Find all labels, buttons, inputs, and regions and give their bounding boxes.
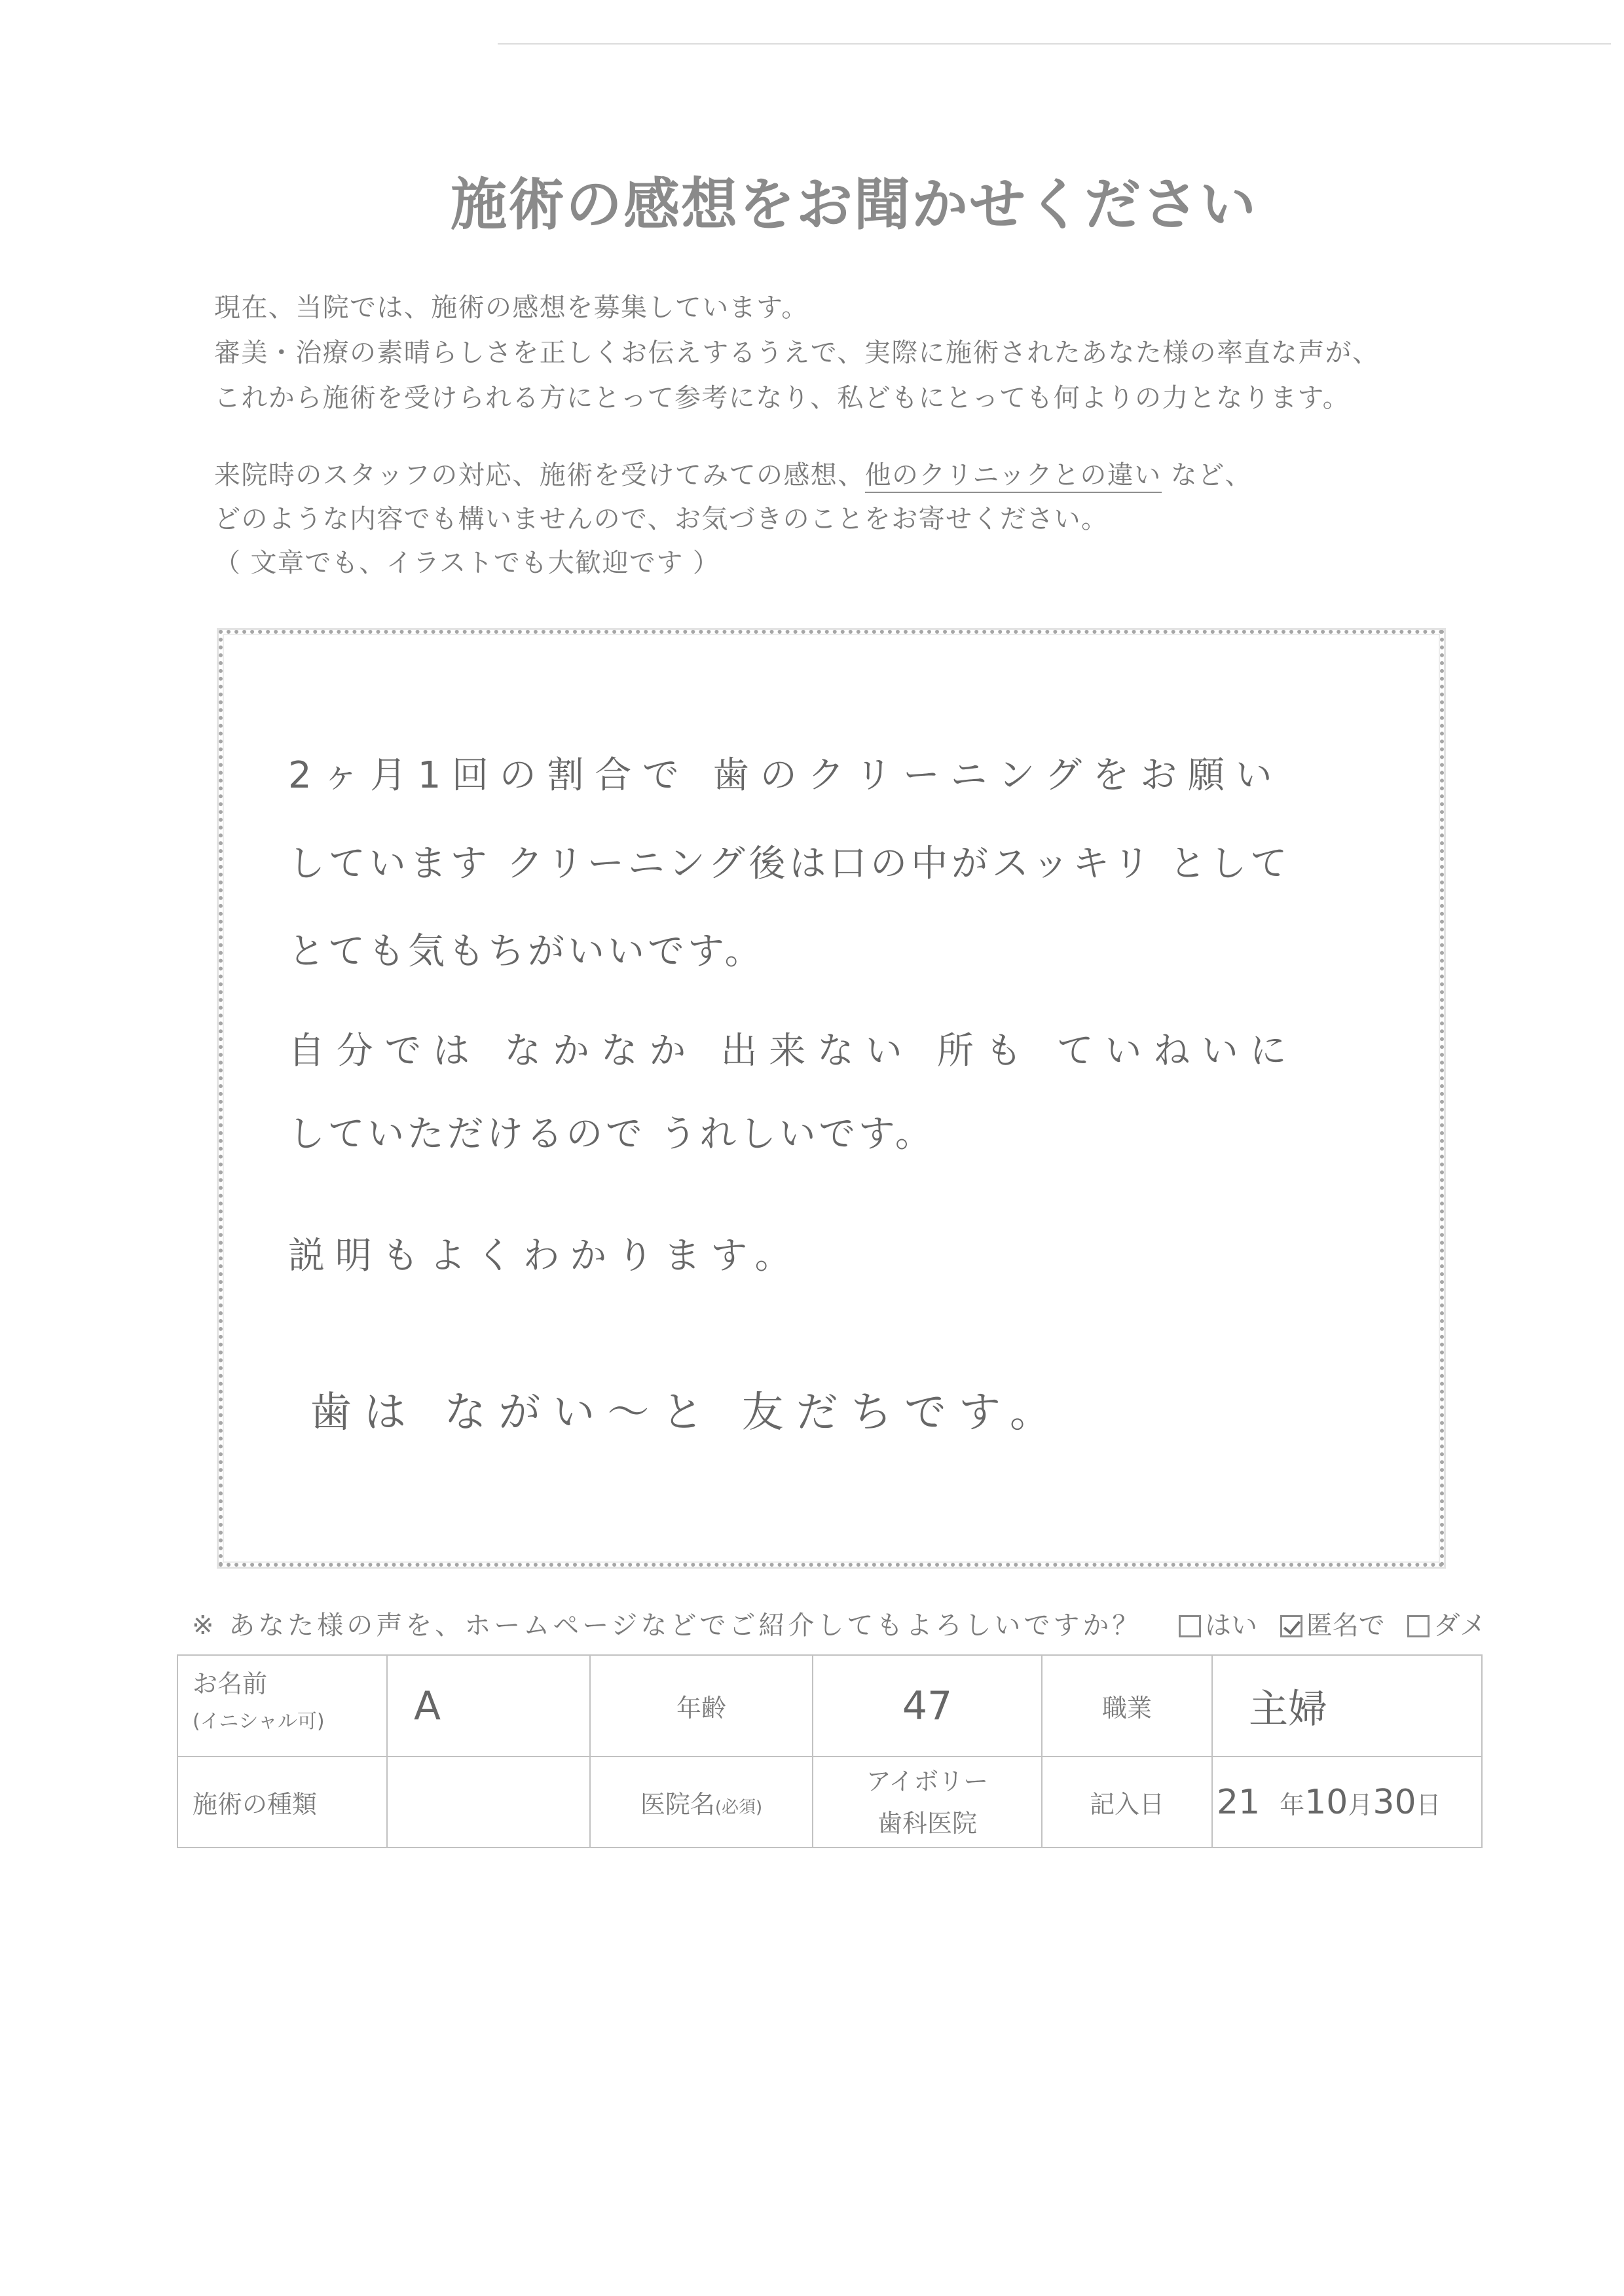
intro-line: 審美・治療の素晴らしさを正しくお伝えするうえで、実際に施術されたあなた様の率直な声が、 xyxy=(214,338,1380,368)
clinic-value-cell xyxy=(813,1757,1042,1848)
table-row xyxy=(177,1757,1482,1848)
handwritten-comment-line: しています クリーニング後は口の中がスッキリ として xyxy=(288,843,1291,885)
table-row xyxy=(177,1655,1482,1757)
occupation-label: 職業 xyxy=(1042,1655,1212,1757)
scan-edge-line xyxy=(498,43,1611,45)
handwritten-comment-line: 説明もよくわかります。 xyxy=(288,1235,802,1277)
name-note: (イニシャル可) xyxy=(193,1710,325,1733)
respondent-info-table xyxy=(177,1654,1483,1848)
handwritten-comment-line: とても気もちがいいです。 xyxy=(288,930,765,973)
consent-option-yes xyxy=(1179,1609,1257,1642)
comment-box xyxy=(219,630,1444,1567)
date-year: 21 xyxy=(1217,1782,1261,1822)
consent-checkbox-yes xyxy=(1179,1615,1201,1637)
consent-option-label: はい xyxy=(1205,1611,1257,1641)
clinic-label: 医院名 xyxy=(640,1790,715,1819)
date-day: 30 xyxy=(1373,1782,1416,1822)
consent-option-anonymous xyxy=(1280,1609,1385,1642)
intro-line: 現在、当院では、施術の感想を募集しています。 xyxy=(214,293,809,323)
date-month: 10 xyxy=(1304,1782,1348,1822)
name-label-cell xyxy=(177,1655,387,1757)
handwritten-comment-line: 2ヶ月1回の割合で 歯のクリーニングをお願い xyxy=(288,754,1283,797)
handwritten-comment-line: 自分では なかなか 出来ない 所も ていねいに xyxy=(288,1030,1299,1072)
date-month-unit: 月 xyxy=(1348,1790,1373,1819)
intro-paragraph xyxy=(214,285,1379,421)
request-line: どのような内容でも構いませんので、お気づきのことをお寄せください。 xyxy=(214,504,1109,534)
consent-checkbox-anonymous xyxy=(1280,1615,1302,1637)
name-value: A xyxy=(387,1655,590,1757)
treatment-value xyxy=(387,1757,590,1848)
request-text: 来院時のスタッフの対応、施術を受けてみての感想、 xyxy=(214,460,865,490)
request-text: など、 xyxy=(1161,460,1252,490)
age-label: 年齢 xyxy=(590,1655,813,1757)
occupation-value: 主婦 xyxy=(1212,1655,1482,1757)
date-year-unit: 年 xyxy=(1280,1790,1305,1819)
date-label: 記入日 xyxy=(1042,1757,1212,1848)
intro-line: これから施術を受けられる方にとって参考になり、私どもにとっても何よりの力となります。 xyxy=(214,383,1350,413)
underlined-phrase: 他のクリニックとの違い xyxy=(865,460,1162,493)
age-value: 47 xyxy=(813,1655,1042,1757)
consent-option-label: ダメ xyxy=(1433,1611,1486,1641)
date-value-cell xyxy=(1212,1757,1482,1848)
clinic-label-cell xyxy=(590,1757,813,1848)
consent-options xyxy=(1179,1609,1486,1642)
required-note: (必須) xyxy=(714,1798,763,1817)
handwritten-comment-line: していただけるので うれしいです。 xyxy=(288,1113,935,1156)
handwritten-comment-line: 歯は ながい〜と 友だちです。 xyxy=(310,1389,1064,1437)
name-label: お名前 xyxy=(193,1669,268,1698)
clinic-value-line: アイボリー xyxy=(866,1766,989,1796)
request-line: （ 文章でも、イラストでも大歓迎です ） xyxy=(214,548,720,578)
consent-checkbox-no xyxy=(1407,1615,1430,1637)
request-paragraph xyxy=(214,454,1252,585)
consent-option-no xyxy=(1407,1609,1486,1642)
page-title: 施術の感想をお聞かせください xyxy=(451,172,1257,238)
consent-option-label: 匿名で xyxy=(1306,1611,1385,1641)
treatment-label: 施術の種類 xyxy=(177,1757,387,1848)
consent-question: ※ あなた様の声を、ホームページなどでご紹介してもよろしいですか？ xyxy=(192,1611,1142,1641)
clinic-value-line: 歯科医院 xyxy=(877,1808,977,1838)
date-day-unit: 日 xyxy=(1416,1790,1441,1819)
request-line xyxy=(214,454,1252,498)
